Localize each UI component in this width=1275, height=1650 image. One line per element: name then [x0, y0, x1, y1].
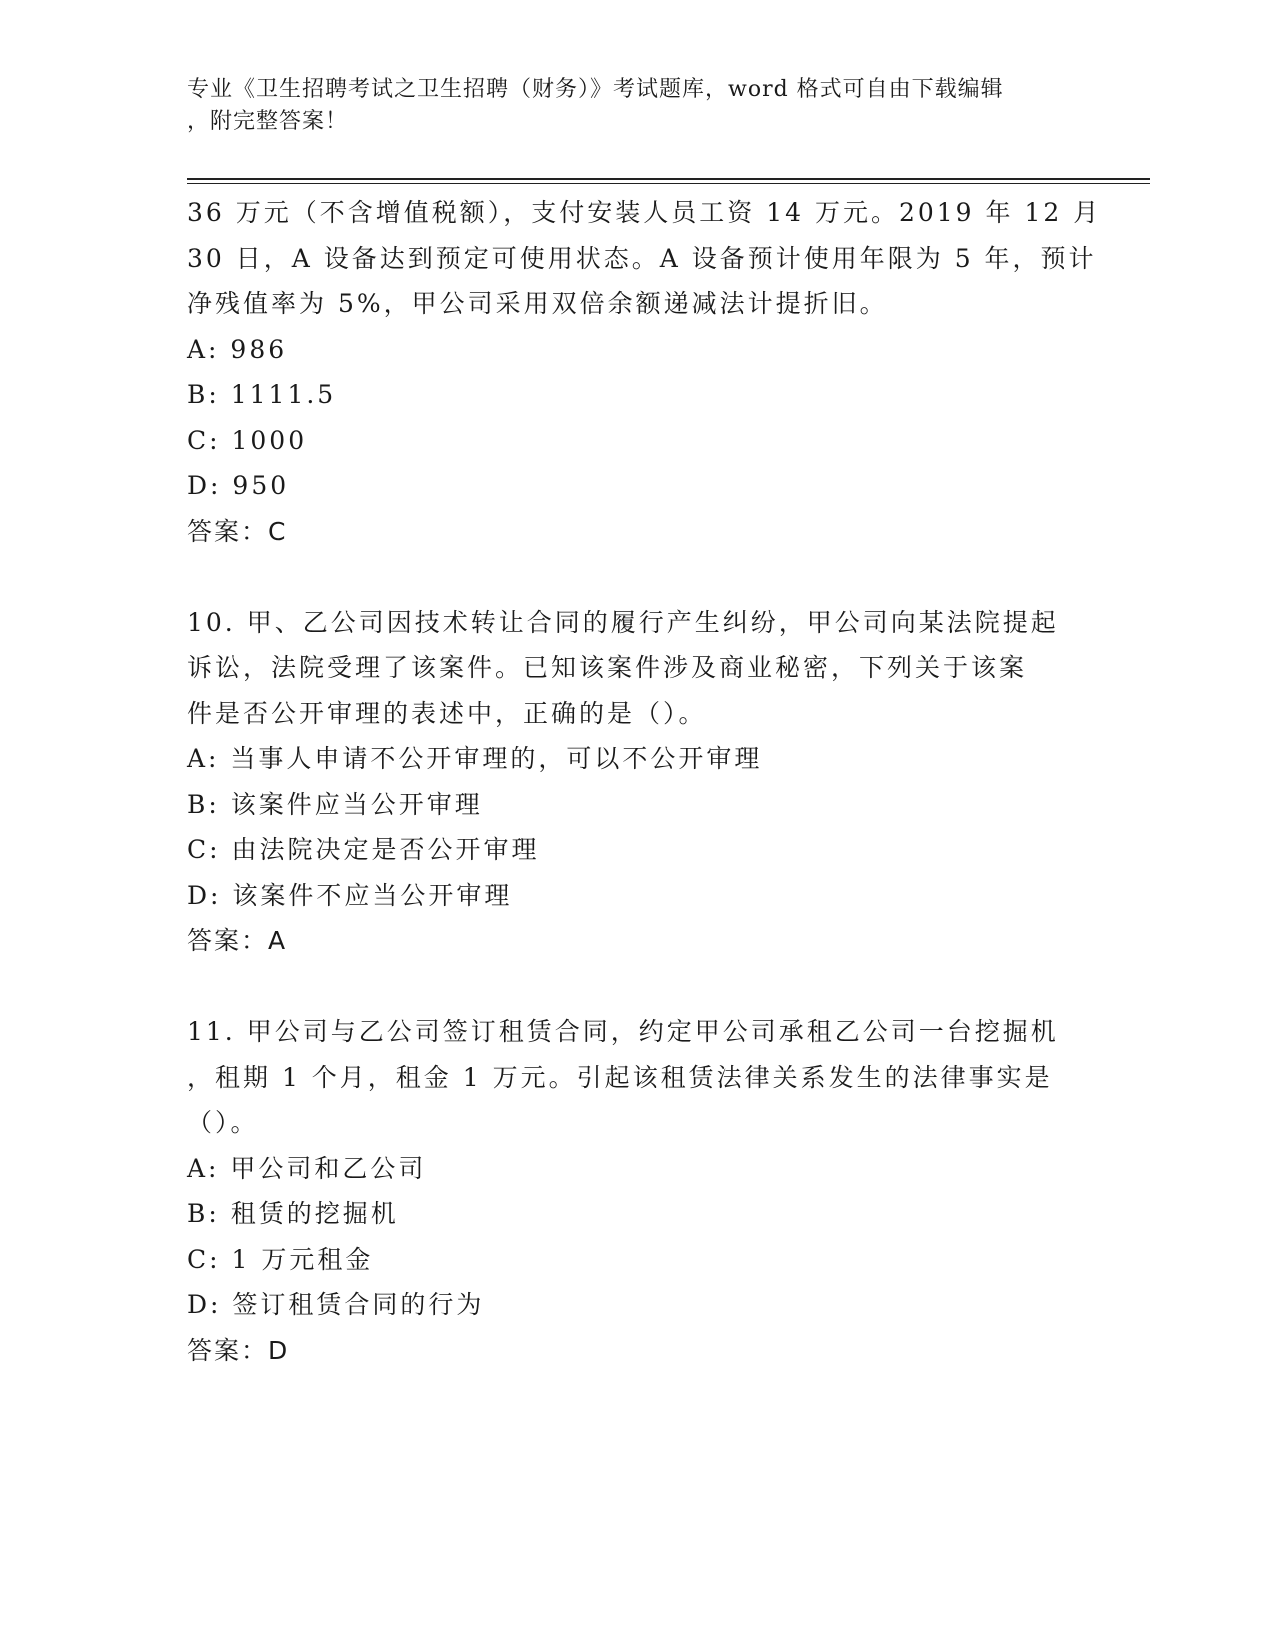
option-a: A: 当事人申请不公开审理的，可以不公开审理 — [187, 744, 763, 773]
question-stem-line: 36 万元（不含增值税额），支付安装人员工资 14 万元。2019 年 12 月 — [187, 198, 1102, 227]
option-b: B: 1111.5 — [187, 380, 337, 409]
question-stem-line: ，租期 1 个月，租金 1 万元。引起该租赁法律关系发生的法律事实是 — [187, 1062, 1053, 1092]
question-block-11 — [187, 1009, 1087, 1373]
header-divider-thin — [187, 183, 1150, 184]
question-stem-line: 件是否公开审理的表述中，正确的是（）。 — [187, 698, 707, 728]
question-stem-line: 净残值率为 5%，甲公司采用双倍余额递减法计提折旧。 — [187, 289, 888, 318]
header-divider-thick — [187, 178, 1150, 180]
answer-line: 答案：C — [187, 516, 288, 546]
answer-line: 答案：D — [187, 1335, 290, 1365]
header-line-1: 专业《卫生招聘考试之卫生招聘（财务）》考试题库，word 格式可自由下载编辑 — [187, 77, 1004, 102]
option-c: C: 1 万元租金 — [187, 1244, 374, 1274]
question-stem-line: （）。 — [187, 1108, 259, 1137]
question-stem-line: 诉讼，法院受理了该案件。已知该案件涉及商业秘密，下列关于该案 — [187, 653, 1028, 682]
option-c: C: 由法院决定是否公开审理 — [187, 835, 540, 864]
option-a: A: 甲公司和乙公司 — [187, 1153, 427, 1183]
question-block-10 — [187, 600, 1087, 964]
question-content — [187, 190, 1102, 1373]
document-header — [187, 74, 1067, 138]
option-a: A: 986 — [187, 334, 288, 364]
question-stem-line: 30 日，A 设备达到预定可使用状态。A 设备预计使用年限为 5 年，预计 — [187, 243, 1097, 273]
option-d: D: 该案件不应当公开审理 — [187, 880, 513, 910]
option-b: B: 该案件应当公开审理 — [187, 789, 483, 819]
question-stem-line: 11. 甲公司与乙公司签订租赁合同，约定甲公司承租乙公司一台挖掘机 — [187, 1017, 1059, 1046]
option-b: B: 租赁的挖掘机 — [187, 1199, 399, 1228]
question-stem-line: 10. 甲、乙公司因技术转让合同的履行产生纠纷，甲公司向某法院提起 — [187, 607, 1059, 637]
answer-line: 答案：A — [187, 926, 288, 955]
option-d: D: 签订租赁合同的行为 — [187, 1290, 485, 1319]
option-d: D: 950 — [187, 471, 290, 500]
header-line-2: ，附完整答案！ — [187, 109, 349, 134]
option-c: C: 1000 — [187, 425, 308, 455]
question-spacer — [187, 554, 1087, 600]
question-spacer — [187, 964, 1087, 1010]
question-block-9 — [187, 190, 1102, 554]
